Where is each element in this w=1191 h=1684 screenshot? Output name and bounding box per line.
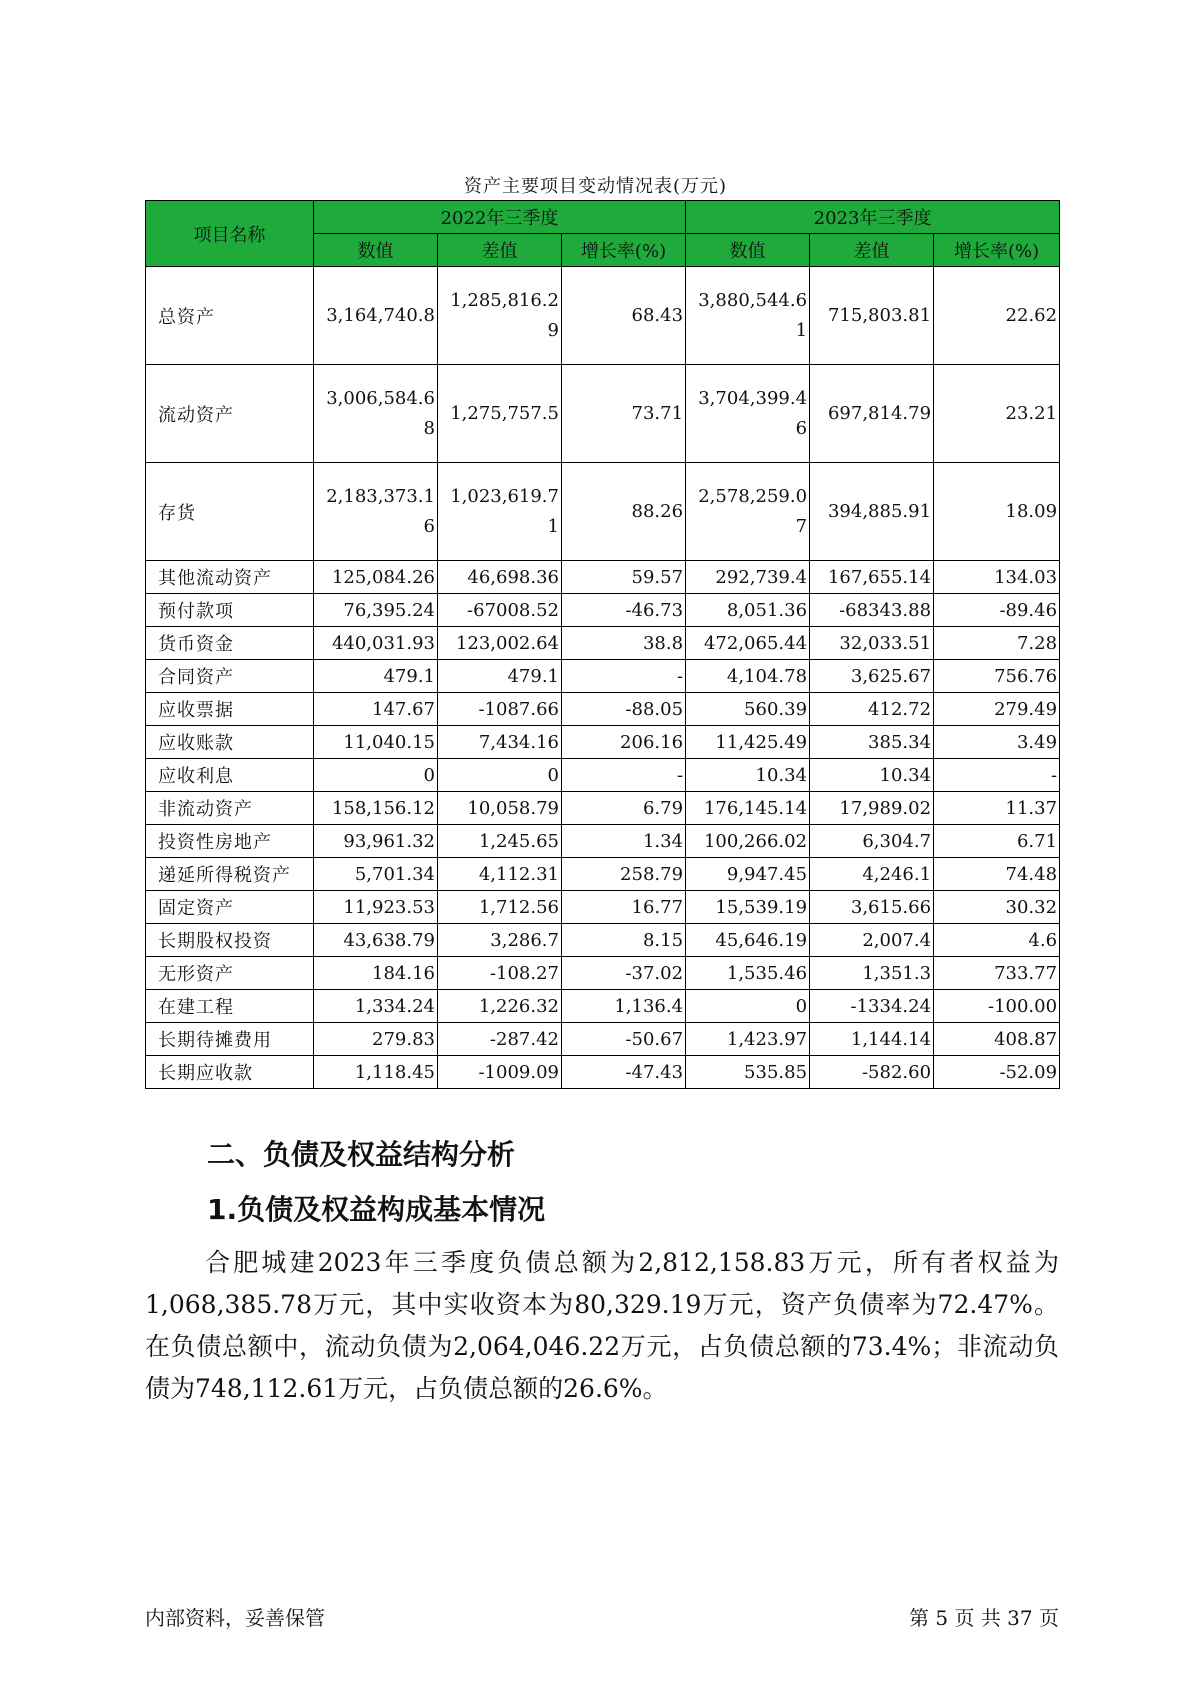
table-row	[146, 365, 1060, 463]
table-cell: 16.77	[562, 891, 686, 924]
table-cell: -89.46	[934, 594, 1060, 627]
table-cell: 1,351.3	[810, 957, 934, 990]
table-cell: -68343.88	[810, 594, 934, 627]
table-body	[146, 267, 1060, 1089]
table-cell: -52.09	[934, 1056, 1060, 1089]
table-cell: 147.67	[314, 693, 438, 726]
table-cell: 22.62	[934, 267, 1060, 365]
table-cell: 4.6	[934, 924, 1060, 957]
table-cell: 1,423.97	[686, 1023, 810, 1056]
table-row	[146, 463, 1060, 561]
table-cell: 2,007.4	[810, 924, 934, 957]
table-cell: 3,286.7	[438, 924, 562, 957]
table-cell: 76,395.24	[314, 594, 438, 627]
table-cell: 18.09	[934, 463, 1060, 561]
table-cell: 123,002.64	[438, 627, 562, 660]
table-cell: 6.71	[934, 825, 1060, 858]
table-cell: 1,275,757.5	[438, 365, 562, 463]
table-cell: 7.28	[934, 627, 1060, 660]
table-cell: -582.60	[810, 1056, 934, 1089]
table-cell: 4,112.31	[438, 858, 562, 891]
table-cell: 8.15	[562, 924, 686, 957]
table-cell: 125,084.26	[314, 561, 438, 594]
header-group-2022: 2022年三季度	[314, 201, 686, 234]
row-label: 流动资产	[146, 365, 314, 463]
table-cell: 279.49	[934, 693, 1060, 726]
table-cell: 1,118.45	[314, 1056, 438, 1089]
table-cell: -108.27	[438, 957, 562, 990]
table-cell: 3.49	[934, 726, 1060, 759]
row-label: 货币资金	[146, 627, 314, 660]
table-row	[146, 627, 1060, 660]
table-cell: -	[934, 759, 1060, 792]
table-cell: -1334.24	[810, 990, 934, 1023]
table-row	[146, 990, 1060, 1023]
table-cell: 88.26	[562, 463, 686, 561]
table-cell: 32,033.51	[810, 627, 934, 660]
table-cell: 385.34	[810, 726, 934, 759]
table-cell: 11,425.49	[686, 726, 810, 759]
section-title: 二、负债及权益结构分析	[207, 1138, 516, 1171]
table-cell: 158,156.12	[314, 792, 438, 825]
table-cell: 394,885.91	[810, 463, 934, 561]
table-row	[146, 1023, 1060, 1056]
row-label: 长期应收款	[146, 1056, 314, 1089]
table-cell: 8,051.36	[686, 594, 810, 627]
table-cell: 73.71	[562, 365, 686, 463]
header-growth-2022: 增长率(%)	[562, 234, 686, 267]
table-cell: 10.34	[810, 759, 934, 792]
table-cell: 3,615.66	[810, 891, 934, 924]
row-label: 应收账款	[146, 726, 314, 759]
row-label: 存货	[146, 463, 314, 561]
table-row	[146, 660, 1060, 693]
table-cell: 479.1	[314, 660, 438, 693]
row-label: 其他流动资产	[146, 561, 314, 594]
table-cell: 1,535.46	[686, 957, 810, 990]
header-diff-2022: 差值	[438, 234, 562, 267]
row-label: 合同资产	[146, 660, 314, 693]
table-cell: 1,245.65	[438, 825, 562, 858]
table-cell: 292,739.4	[686, 561, 810, 594]
row-label: 应收票据	[146, 693, 314, 726]
table-cell: 258.79	[562, 858, 686, 891]
table-cell: -46.73	[562, 594, 686, 627]
table-cell: 1,712.56	[438, 891, 562, 924]
table-cell: 11,923.53	[314, 891, 438, 924]
table-row	[146, 858, 1060, 891]
table-cell: -47.43	[562, 1056, 686, 1089]
table-cell: 2,183,373.16	[314, 463, 438, 561]
table-cell: 38.8	[562, 627, 686, 660]
table-cell: 68.43	[562, 267, 686, 365]
table-caption: 资产主要项目变动情况表(万元)	[463, 176, 728, 197]
row-label: 投资性房地产	[146, 825, 314, 858]
header-growth-2023: 增长率(%)	[934, 234, 1060, 267]
table-cell: 0	[686, 990, 810, 1023]
table-cell: 93,961.32	[314, 825, 438, 858]
table-cell: 1.34	[562, 825, 686, 858]
table-cell: 10,058.79	[438, 792, 562, 825]
table-row	[146, 924, 1060, 957]
table-cell: 17,989.02	[810, 792, 934, 825]
table-cell: 134.03	[934, 561, 1060, 594]
table-cell: 479.1	[438, 660, 562, 693]
table-cell: 176,145.14	[686, 792, 810, 825]
table-cell: 733.77	[934, 957, 1060, 990]
table-cell: 472,065.44	[686, 627, 810, 660]
table-cell: 9,947.45	[686, 858, 810, 891]
table-cell: 6.79	[562, 792, 686, 825]
table-cell: 11.37	[934, 792, 1060, 825]
table-row	[146, 561, 1060, 594]
table-cell: 1,136.4	[562, 990, 686, 1023]
table-cell: 560.39	[686, 693, 810, 726]
table-cell: 1,285,816.29	[438, 267, 562, 365]
table-cell: 167,655.14	[810, 561, 934, 594]
table-row	[146, 693, 1060, 726]
table-cell: 3,880,544.61	[686, 267, 810, 365]
header-diff-2023: 差值	[810, 234, 934, 267]
header-value-2022: 数值	[314, 234, 438, 267]
table-cell: 2,578,259.07	[686, 463, 810, 561]
table-cell: -100.00	[934, 990, 1060, 1023]
table-cell: -	[562, 759, 686, 792]
row-label: 长期股权投资	[146, 924, 314, 957]
header-group-2023: 2023年三季度	[686, 201, 1060, 234]
table-cell: -37.02	[562, 957, 686, 990]
table-cell: 1,023,619.71	[438, 463, 562, 561]
table-cell: 7,434.16	[438, 726, 562, 759]
table-row	[146, 1056, 1060, 1089]
table-cell: -1009.09	[438, 1056, 562, 1089]
subsection-title: 1.负债及权益构成基本情况	[207, 1193, 546, 1226]
table-row	[146, 957, 1060, 990]
table-cell: 715,803.81	[810, 267, 934, 365]
table-cell: 535.85	[686, 1056, 810, 1089]
table-cell: 10.34	[686, 759, 810, 792]
table-cell: 46,698.36	[438, 561, 562, 594]
table-cell: -	[562, 660, 686, 693]
table-cell: 4,104.78	[686, 660, 810, 693]
table-cell: 1,334.24	[314, 990, 438, 1023]
table-cell: 1,144.14	[810, 1023, 934, 1056]
table-row	[146, 726, 1060, 759]
row-label: 无形资产	[146, 957, 314, 990]
body-paragraph: 合肥城建2023年三季度负债总额为2,812,158.83万元，所有者权益为1,068,385.78万元，其中实收资本为80,329.19万元，资产负债率为72.47%。在负债总额中，流动负债为2,064,046.22万元，占负债总额的73.4%；非流动负债为748,112.61万元，占负债总额的26.6%。	[145, 1248, 1059, 1403]
table-cell: 45,646.19	[686, 924, 810, 957]
table-cell: -67008.52	[438, 594, 562, 627]
table-cell: 43,638.79	[314, 924, 438, 957]
table-cell: 5,701.34	[314, 858, 438, 891]
header-item-name: 项目名称	[146, 201, 314, 267]
table-row	[146, 594, 1060, 627]
table-row	[146, 792, 1060, 825]
asset-change-table	[145, 200, 1060, 1089]
table-cell: 59.57	[562, 561, 686, 594]
table-cell: 756.76	[934, 660, 1060, 693]
table-cell: 1,226.32	[438, 990, 562, 1023]
table-cell: 6,304.7	[810, 825, 934, 858]
table-cell: 100,266.02	[686, 825, 810, 858]
table-cell: 3,006,584.68	[314, 365, 438, 463]
table-cell: 0	[438, 759, 562, 792]
table-row	[146, 891, 1060, 924]
row-label: 预付款项	[146, 594, 314, 627]
row-label: 长期待摊费用	[146, 1023, 314, 1056]
table-cell: 440,031.93	[314, 627, 438, 660]
table-cell: 0	[314, 759, 438, 792]
table-cell: 412.72	[810, 693, 934, 726]
table-cell: 3,164,740.8	[314, 267, 438, 365]
table-cell: 11,040.15	[314, 726, 438, 759]
row-label: 总资产	[146, 267, 314, 365]
table-cell: -287.42	[438, 1023, 562, 1056]
header-value-2023: 数值	[686, 234, 810, 267]
table-cell: 279.83	[314, 1023, 438, 1056]
table-cell: 697,814.79	[810, 365, 934, 463]
row-label: 在建工程	[146, 990, 314, 1023]
table-row	[146, 267, 1060, 365]
table-row	[146, 825, 1060, 858]
table-cell: 184.16	[314, 957, 438, 990]
row-label: 非流动资产	[146, 792, 314, 825]
table-cell: 408.87	[934, 1023, 1060, 1056]
table-cell: 206.16	[562, 726, 686, 759]
row-label: 固定资产	[146, 891, 314, 924]
table-cell: -50.67	[562, 1023, 686, 1056]
table-row	[146, 759, 1060, 792]
table-cell: 30.32	[934, 891, 1060, 924]
table-cell: 4,246.1	[810, 858, 934, 891]
row-label: 应收利息	[146, 759, 314, 792]
table-cell: 3,625.67	[810, 660, 934, 693]
table-cell: 15,539.19	[686, 891, 810, 924]
table-cell: -88.05	[562, 693, 686, 726]
footer-confidential: 内部资料，妥善保管	[145, 1606, 325, 1630]
table-cell: -1087.66	[438, 693, 562, 726]
table-cell: 3,704,399.46	[686, 365, 810, 463]
table-cell: 23.21	[934, 365, 1060, 463]
row-label: 递延所得税资产	[146, 858, 314, 891]
table-cell: 74.48	[934, 858, 1060, 891]
footer-page-number: 第 5 页 共 37 页	[909, 1606, 1059, 1630]
